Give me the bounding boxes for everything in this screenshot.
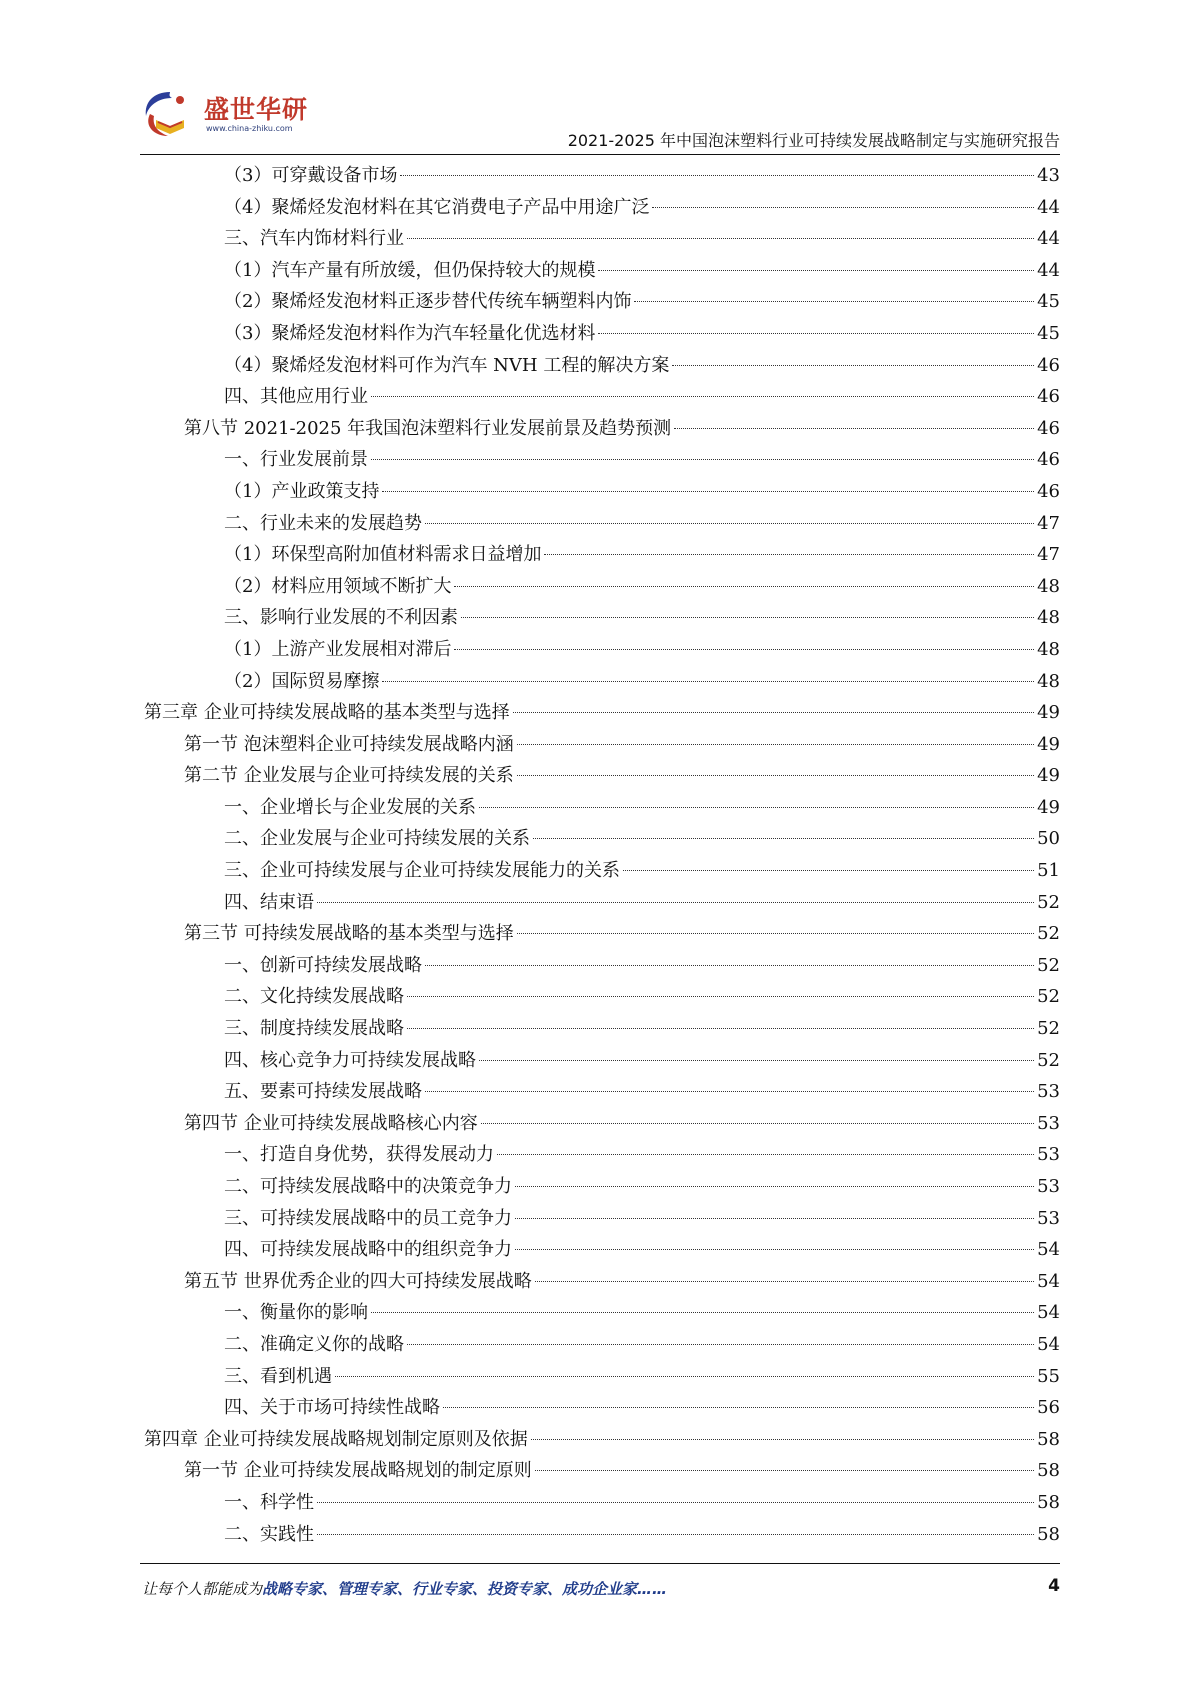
- header-divider: [140, 154, 1060, 155]
- toc-entry-label: 二、行业未来的发展趋势: [224, 512, 422, 534]
- toc-entry-label: 二、实践性: [224, 1523, 314, 1545]
- toc-entry[interactable]: [140, 1171, 1060, 1203]
- toc-entry[interactable]: [140, 1045, 1060, 1077]
- toc-entry[interactable]: [140, 950, 1060, 982]
- toc-entry-page: 46: [1037, 417, 1060, 439]
- toc-entry-page: 53: [1037, 1081, 1060, 1103]
- toc-entry-page: 52: [1037, 1049, 1060, 1071]
- toc-entry-page: 53: [1037, 1112, 1060, 1134]
- toc-leader-dots: [515, 1218, 1034, 1219]
- toc-entry-page: 48: [1037, 575, 1060, 597]
- toc-entry-page: 52: [1037, 986, 1060, 1008]
- toc-leader-dots: [425, 965, 1034, 966]
- toc-leader-dots: [535, 1281, 1034, 1282]
- toc-entry-label: 二、可持续发展战略中的决策竞争力: [224, 1176, 512, 1197]
- toc-entry[interactable]: [140, 1361, 1060, 1393]
- toc-leader-dots: [400, 175, 1034, 176]
- toc-entry[interactable]: [140, 729, 1060, 761]
- toc-entry-page: 54: [1037, 1333, 1060, 1355]
- toc-entry-label: 三、制度持续发展战略: [224, 1018, 404, 1040]
- toc-entry-label: 一、打造自身优势，获得发展动力: [224, 1144, 494, 1166]
- toc-entry[interactable]: [140, 160, 1060, 192]
- toc-leader-dots: [317, 902, 1034, 903]
- toc-leader-dots: [652, 207, 1034, 208]
- toc-entry[interactable]: [140, 571, 1060, 603]
- toc-entry[interactable]: [140, 1013, 1060, 1045]
- toc-entry-page: 48: [1037, 607, 1060, 629]
- toc-entry[interactable]: [140, 223, 1060, 255]
- toc-entry-label: 三、汽车内饰材料行业: [224, 228, 404, 250]
- toc-leader-dots: [598, 270, 1034, 271]
- toc-entry-page: 55: [1037, 1365, 1060, 1387]
- toc-entry-label: 第二节 企业发展与企业可持续发展的关系: [184, 765, 514, 787]
- toc-entry-label: （3）可穿戴设备市场: [224, 165, 398, 186]
- toc-entry[interactable]: [140, 1455, 1060, 1487]
- toc-entry-page: 43: [1037, 165, 1060, 186]
- toc-leader-dots: [371, 459, 1034, 460]
- toc-entry[interactable]: [140, 634, 1060, 666]
- toc-entry-label: 三、可持续发展战略中的员工竞争力: [224, 1207, 512, 1229]
- toc-entry[interactable]: [140, 887, 1060, 919]
- toc-entry-label: 第三节 可持续发展战略的基本类型与选择: [184, 923, 514, 945]
- toc-entry-page: 52: [1037, 1018, 1060, 1040]
- toc-entry[interactable]: [140, 1297, 1060, 1329]
- toc-entry-page: 45: [1037, 322, 1060, 344]
- toc-entry[interactable]: [140, 508, 1060, 540]
- toc-entry-page: 51: [1037, 860, 1060, 882]
- toc-entry-page: 46: [1037, 354, 1060, 376]
- toc-entry-label: 一、企业增长与企业发展的关系: [224, 796, 476, 818]
- toc-entry[interactable]: [140, 697, 1060, 729]
- toc-entry-page: 47: [1037, 544, 1060, 566]
- toc-entry[interactable]: [140, 1139, 1060, 1171]
- toc-entry[interactable]: [140, 1424, 1060, 1456]
- toc-entry-label: 四、其他应用行业: [224, 386, 368, 408]
- toc-entry[interactable]: [140, 1392, 1060, 1424]
- toc-entry[interactable]: [140, 823, 1060, 855]
- toc-entry-label: 四、可持续发展战略中的组织竞争力: [224, 1239, 512, 1261]
- toc-entry[interactable]: [140, 792, 1060, 824]
- toc-entry[interactable]: [140, 444, 1060, 476]
- toc-entry-page: 49: [1037, 796, 1060, 818]
- page-number: 4: [1048, 1576, 1060, 1596]
- toc-entry[interactable]: [140, 1519, 1060, 1551]
- toc-entry-page: 46: [1037, 480, 1060, 502]
- toc-entry-page: 53: [1037, 1144, 1060, 1166]
- toc-entry-label: 四、关于市场可持续性战略: [224, 1397, 440, 1419]
- toc-entry-label: 三、看到机遇: [224, 1365, 332, 1387]
- toc-leader-dots: [517, 744, 1034, 745]
- toc-leader-dots: [407, 996, 1034, 997]
- toc-entry[interactable]: [140, 1329, 1060, 1361]
- toc-entry-page: 58: [1037, 1491, 1060, 1513]
- toc-entry-page: 58: [1037, 1523, 1060, 1545]
- toc-leader-dots: [425, 523, 1034, 524]
- toc-entry-page: 49: [1037, 702, 1060, 724]
- footer-slogan-highlight: 战略专家、管理专家、行业专家、投资专家、成功企业家……: [262, 1580, 668, 1598]
- toc-leader-dots: [533, 838, 1034, 839]
- toc-entry-label: 一、衡量你的影响: [224, 1302, 368, 1324]
- toc-entry[interactable]: [140, 476, 1060, 508]
- toc-leader-dots: [535, 1470, 1034, 1471]
- toc-entry-label: （1）产业政策支持: [224, 480, 380, 502]
- toc-entry-page: 44: [1037, 228, 1060, 250]
- toc-entry-label: 二、企业发展与企业可持续发展的关系: [224, 828, 530, 850]
- toc-entry[interactable]: [140, 981, 1060, 1013]
- logo-text: 盛世华研: [204, 95, 309, 124]
- toc-leader-dots: [443, 1407, 1034, 1408]
- toc-leader-dots: [497, 1154, 1034, 1155]
- toc-entry[interactable]: [140, 350, 1060, 382]
- toc-entry-page: 52: [1037, 891, 1060, 913]
- company-logo: [140, 86, 330, 146]
- toc-entry[interactable]: [140, 539, 1060, 571]
- toc-leader-dots: [382, 681, 1034, 682]
- toc-leader-dots: [481, 1123, 1034, 1124]
- toc-entry-page: 52: [1037, 923, 1060, 945]
- toc-leader-dots: [407, 1344, 1034, 1345]
- toc-leader-dots: [382, 491, 1034, 492]
- toc-leader-dots: [517, 933, 1034, 934]
- toc-entry[interactable]: [140, 1203, 1060, 1235]
- toc-entry-page: 44: [1037, 259, 1060, 281]
- toc-leader-dots: [531, 1439, 1034, 1440]
- toc-leader-dots: [335, 1376, 1034, 1377]
- table-of-contents: [140, 160, 1060, 1550]
- toc-entry-label: 一、创新可持续发展战略: [224, 954, 422, 976]
- toc-entry-label: 二、准确定义你的战略: [224, 1333, 404, 1355]
- document-title: 2021-2025 年中国泡沫塑料行业可持续发展战略制定与实施研究报告: [567, 131, 1060, 150]
- toc-entry-label: 三、企业可持续发展与企业可持续发展能力的关系: [224, 860, 620, 882]
- toc-entry[interactable]: [140, 918, 1060, 950]
- toc-entry-page: 56: [1037, 1397, 1060, 1419]
- toc-entry-page: 48: [1037, 670, 1060, 692]
- toc-entry-label: 第一节 泡沫塑料企业可持续发展战略内涵: [184, 733, 514, 755]
- toc-leader-dots: [407, 238, 1034, 239]
- toc-entry-label: 五、要素可持续发展战略: [224, 1081, 422, 1103]
- logo-url: www.china-zhiku.com: [206, 124, 293, 133]
- toc-entry[interactable]: [140, 666, 1060, 698]
- toc-entry-label: （1）汽车产量有所放缓，但仍保持较大的规模: [224, 259, 596, 281]
- toc-leader-dots: [425, 1091, 1034, 1092]
- toc-entry[interactable]: [140, 286, 1060, 318]
- toc-leader-dots: [371, 396, 1034, 397]
- toc-entry-label: （1）上游产业发展相对滞后: [224, 638, 452, 660]
- toc-leader-dots: [672, 365, 1034, 366]
- toc-leader-dots: [479, 807, 1034, 808]
- toc-entry-page: 45: [1037, 291, 1060, 313]
- toc-entry-page: 54: [1037, 1239, 1060, 1261]
- toc-leader-dots: [407, 1028, 1034, 1029]
- page-header: [140, 80, 1060, 154]
- toc-entry-label: （4）聚烯烃发泡材料在其它消费电子产品中用途广泛: [224, 196, 650, 218]
- toc-entry-page: 53: [1037, 1207, 1060, 1229]
- toc-leader-dots: [317, 1502, 1034, 1503]
- toc-entry[interactable]: [140, 760, 1060, 792]
- toc-entry-page: 53: [1037, 1176, 1060, 1197]
- toc-entry-label: 三、影响行业发展的不利因素: [224, 607, 458, 629]
- toc-entry[interactable]: [140, 1108, 1060, 1140]
- toc-entry[interactable]: [140, 381, 1060, 413]
- toc-leader-dots: [674, 428, 1034, 429]
- toc-entry[interactable]: [140, 255, 1060, 287]
- toc-leader-dots: [517, 775, 1034, 776]
- toc-entry-page: 49: [1037, 765, 1060, 787]
- footer-slogan: [142, 1578, 667, 1599]
- toc-entry-label: （1）环保型高附加值材料需求日益增加: [224, 544, 542, 566]
- toc-leader-dots: [544, 554, 1034, 555]
- toc-entry-page: 50: [1037, 828, 1060, 850]
- toc-leader-dots: [598, 333, 1034, 334]
- toc-leader-dots: [371, 1312, 1034, 1313]
- toc-leader-dots: [515, 1249, 1034, 1250]
- toc-leader-dots: [461, 617, 1034, 618]
- toc-entry-page: 52: [1037, 954, 1060, 976]
- toc-leader-dots: [454, 649, 1034, 650]
- toc-entry-label: 四、核心竞争力可持续发展战略: [224, 1049, 476, 1071]
- toc-entry[interactable]: [140, 1076, 1060, 1108]
- toc-entry-page: 58: [1037, 1428, 1060, 1450]
- toc-leader-dots: [634, 301, 1034, 302]
- toc-entry-label: 第五节 世界优秀企业的四大可持续发展战略: [184, 1270, 532, 1292]
- toc-entry[interactable]: [140, 1234, 1060, 1266]
- toc-leader-dots: [513, 712, 1034, 713]
- toc-entry-page: 48: [1037, 638, 1060, 660]
- book-logo-icon: [140, 86, 202, 142]
- toc-entry-page: 58: [1037, 1460, 1060, 1482]
- toc-entry-page: 54: [1037, 1270, 1060, 1292]
- toc-leader-dots: [515, 1186, 1034, 1187]
- toc-leader-dots: [317, 1534, 1034, 1535]
- toc-entry-page: 54: [1037, 1302, 1060, 1324]
- footer-divider: [140, 1563, 1060, 1564]
- toc-entry-label: 第一节 企业可持续发展战略规划的制定原则: [184, 1460, 532, 1482]
- toc-entry-label: （2）材料应用领域不断扩大: [224, 575, 452, 597]
- toc-entry[interactable]: [140, 413, 1060, 445]
- toc-entry[interactable]: [140, 318, 1060, 350]
- toc-entry-page: 46: [1037, 449, 1060, 471]
- toc-entry-label: 二、文化持续发展战略: [224, 986, 404, 1008]
- toc-entry-page: 46: [1037, 386, 1060, 408]
- toc-entry-page: 49: [1037, 733, 1060, 755]
- toc-entry[interactable]: [140, 602, 1060, 634]
- toc-entry[interactable]: [140, 855, 1060, 887]
- toc-entry[interactable]: [140, 192, 1060, 224]
- toc-entry-label: （4）聚烯烃发泡材料可作为汽车 NVH 工程的解决方案: [224, 354, 670, 376]
- toc-entry-label: 四、结束语: [224, 891, 314, 913]
- toc-entry-label: （2）国际贸易摩擦: [224, 670, 380, 692]
- toc-entry[interactable]: [140, 1266, 1060, 1298]
- toc-entry-page: 44: [1037, 196, 1060, 218]
- toc-entry-page: 47: [1037, 512, 1060, 534]
- toc-entry[interactable]: [140, 1487, 1060, 1519]
- footer-slogan-prefix: 让每个人都能成为: [142, 1580, 263, 1598]
- toc-entry-label: 第四章 企业可持续发展战略规划制定原则及依据: [144, 1428, 528, 1450]
- toc-entry-label: 第四节 企业可持续发展战略核心内容: [184, 1112, 478, 1134]
- toc-entry-label: 一、行业发展前景: [224, 449, 368, 471]
- toc-entry-label: 第三章 企业可持续发展战略的基本类型与选择: [144, 702, 510, 724]
- toc-entry-label: （3）聚烯烃发泡材料作为汽车轻量化优选材料: [224, 322, 596, 344]
- toc-entry-label: （2）聚烯烃发泡材料正逐步替代传统车辆塑料内饰: [224, 291, 632, 313]
- toc-leader-dots: [479, 1060, 1034, 1061]
- toc-leader-dots: [454, 586, 1034, 587]
- toc-entry-label: 第八节 2021-2025 年我国泡沫塑料行业发展前景及趋势预测: [184, 417, 672, 439]
- toc-leader-dots: [623, 870, 1034, 871]
- toc-entry-label: 一、科学性: [224, 1491, 314, 1513]
